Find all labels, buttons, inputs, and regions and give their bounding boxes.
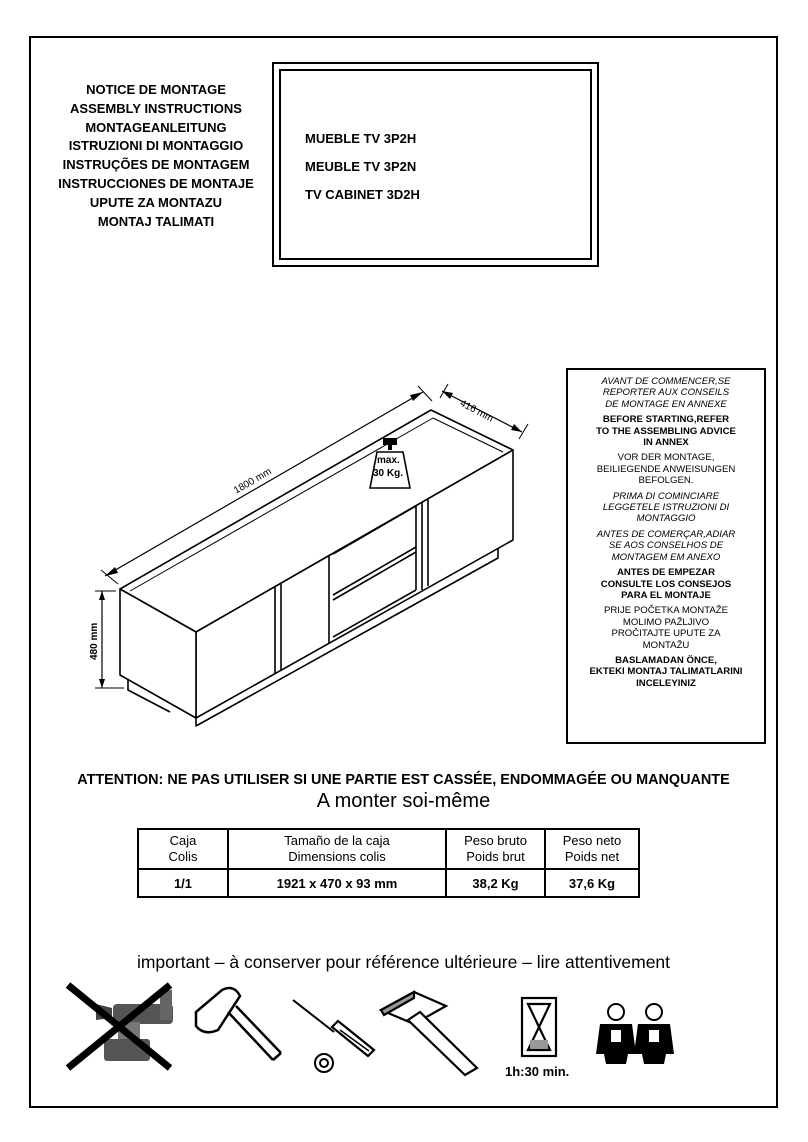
advice-line: MONTAGGIO (636, 513, 696, 525)
advice-line: BEFORE STARTING,REFER (602, 414, 730, 426)
table-cell: 38,2 Kg (446, 869, 545, 897)
advice-line: DE MONTAGE EN ANNEXE (605, 398, 727, 410)
advice-line: PRIMA DI COMINCIARE (612, 490, 720, 502)
advice-line: REPORTER AUX CONSEILS (602, 387, 730, 399)
advice-line: IN ANNEX (643, 437, 689, 449)
model-name: MEUBLE TV 3P2N (305, 159, 417, 174)
dimension-width-label: 1800 mm (232, 466, 274, 497)
advice-line: AVANT DE COMMENCER,SE (601, 376, 731, 387)
hourglass-icon (522, 998, 556, 1056)
model-name: MUEBLE TV 3P2H (305, 131, 417, 146)
screwdriver-icon (293, 1000, 374, 1072)
advice-line: ANTES DE EMPEZAR (616, 567, 716, 579)
self-assembly-label: A monter soi-même (316, 790, 491, 812)
advice-line: INCELEYINIZ (636, 677, 696, 689)
hammer-icon (381, 992, 477, 1075)
table-header: Peso neto Poids net (545, 829, 639, 869)
dimension-height-label: 480 mm (89, 622, 100, 660)
advice-line: MONTAGEM EM ANEXO (611, 551, 721, 563)
title-pt: INSTRUÇÕES DE MONTAGEM (62, 157, 250, 173)
advice-line: BEFOLGEN. (638, 475, 694, 487)
model-name: TV CABINET 3D2H (305, 187, 420, 202)
advice-line: PROČITAJTE UPUTE ZA (611, 628, 721, 640)
important-notice: important – à conserver pour référence ultérieure – lire attentivement (136, 952, 671, 972)
advice-line: VOR DER MONTAGE, (617, 452, 715, 464)
advice-line: MOLIMO PAŽLJIVO (622, 616, 710, 628)
advice-line: TO THE ASSEMBLING ADVICE (596, 425, 736, 437)
title-fr: NOTICE DE MONTAGE (86, 82, 226, 97)
max-load-value: 30 Kg. (373, 468, 404, 479)
advice-line: SE AOS CONSELHOS DE (608, 540, 724, 552)
max-load-label: max. (377, 455, 400, 466)
mallet-icon (196, 988, 281, 1060)
drill-not-allowed-icon (68, 985, 173, 1068)
advice-line: MONTAŽU (642, 639, 690, 651)
attention-warning: ATTENTION: NE PAS UTILISER SI UNE PARTIE EST CASSÉE, ENDOMMAGÉE OU MANQUANTE (77, 772, 730, 788)
assembly-time: 1h:30 min. (505, 1064, 570, 1079)
advice-line: PARA EL MONTAJE (621, 589, 711, 601)
two-persons-icon (596, 1004, 674, 1064)
title-en: ASSEMBLY INSTRUCTIONS (70, 100, 242, 116)
advice-line: LEGGETELE ISTRUZIONI DI (602, 502, 730, 514)
table-header: Caja Colis (138, 829, 228, 869)
advice-line: PRIJE POČETKA MONTAŽE (603, 605, 729, 617)
title-it: ISTRUZIONI DI MONTAGGIO (68, 138, 244, 154)
table-cell: 1/1 (138, 869, 228, 897)
title-hr: UPUTE ZA MONTAZU (89, 194, 223, 210)
table-cell: 37,6 Kg (545, 869, 639, 897)
title-de: MONTAGEANLEITUNG (85, 119, 227, 135)
title-es: INSTRUCCIONES DE MONTAJE (58, 175, 254, 191)
title-tr: MONTAJ TALIMATI (97, 213, 215, 229)
advice-line: ANTES DE COMERÇAR,ADIAR (596, 528, 736, 540)
advice-line: BASLAMADAN ÖNCE, (615, 654, 717, 666)
table-cell: 1921 x 470 x 93 mm (228, 869, 446, 897)
advice-line: CONSULTE LOS CONSEJOS (600, 578, 732, 590)
dimension-depth-label: 416 mm (457, 398, 495, 425)
table-header: Peso bruto Poids brut (446, 829, 545, 869)
advice-line: EKTEKI MONTAJ TALIMATLARINI (589, 666, 743, 678)
advice-line: BEILIEGENDE ANWEISUNGEN (596, 463, 736, 475)
table-header: Tamaño de la caja Dimensions colis (228, 829, 446, 869)
